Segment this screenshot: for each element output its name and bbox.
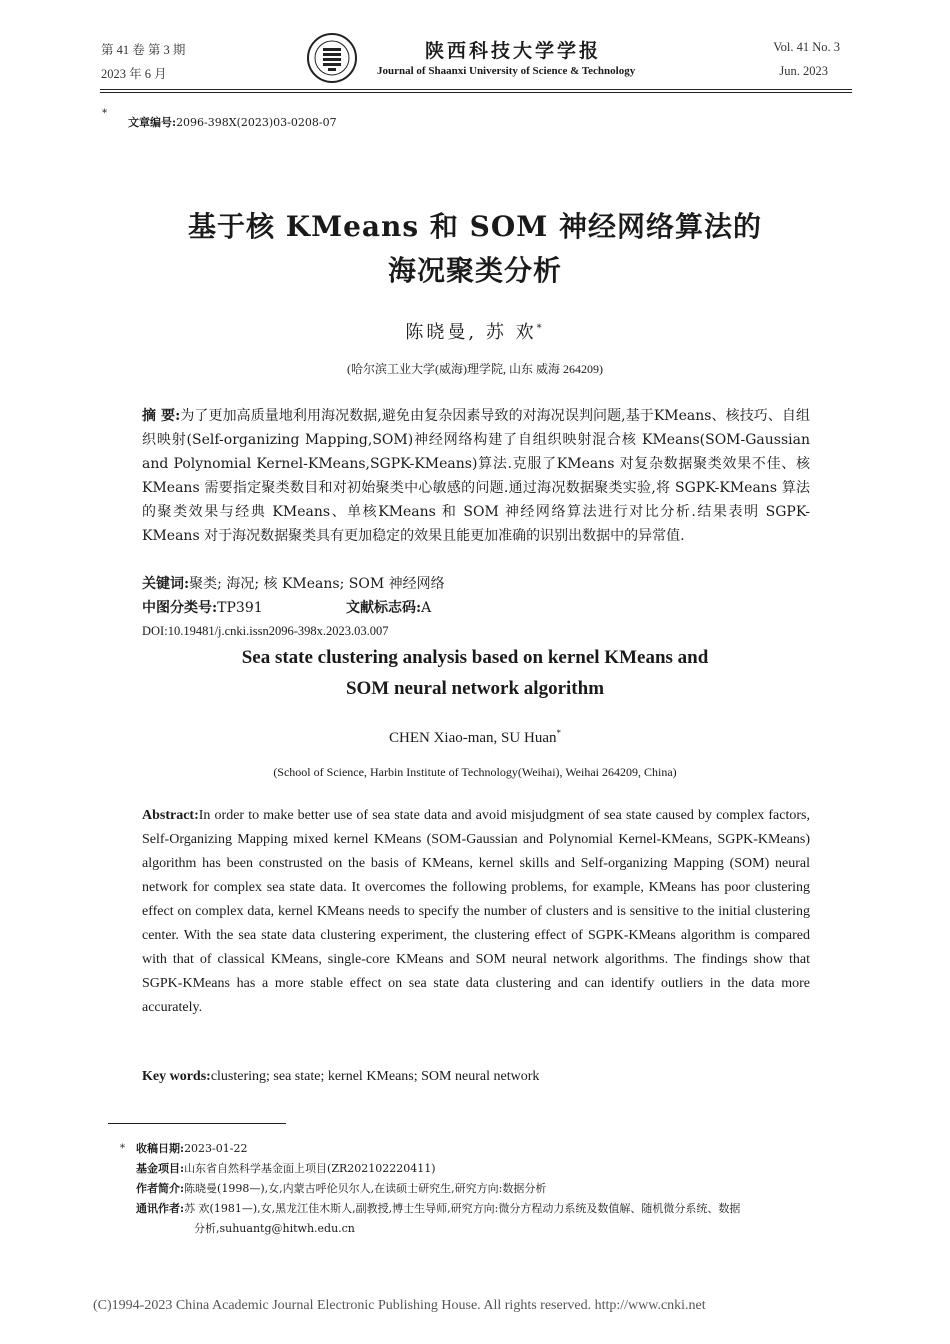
- document-code-label: 文献标志码:: [346, 600, 422, 616]
- keywords-en-value: clustering; sea state; kernel KMeans; SOM neural network: [210, 1069, 540, 1084]
- keywords-cn-label: 关键词:: [142, 576, 190, 592]
- keywords-cn: [142, 573, 445, 593]
- abstract-en-label: Abstract:: [142, 808, 199, 823]
- author-bio-label: 作者简介:: [136, 1182, 185, 1195]
- keywords-cn-value: 聚类; 海况; 核 KMeans; SOM 神经网络: [189, 576, 445, 592]
- clc-value: TP391: [217, 600, 263, 616]
- author-bio-value: 陈晓曼(1998—),女,内蒙古呼伦贝尔人,在读硕士研究生,研究方向:数据分析: [184, 1182, 547, 1195]
- authors-cn-names: 陈晓曼, 苏 欢: [405, 322, 537, 343]
- abstract-cn-text: 为了更加高质量地利用海况数据,避免由复杂因素导致的对海况误判问题,基于KMeans、核技巧、自组织映射(Self-organizing Mapping,SOM)神经网络构建了自组织映射混合核 KMeans(SOM-Gaussian and Polynomial Kernel-KMeans,SGPK-KMeans)算法.克服了KMeans 对复杂数据聚类效果不佳、核 KMeans 需要指定聚类数目和对初始聚类中心敏感的问题.通过海况数据聚类实验,将 SGPK-KMeans 算法的聚类效果与经典 KMeans、单核KMeans 和 SOM 神经网络算法进行对比分析.结果表明 SGPK-KMeans 对于海况数据聚类具有更加稳定的效果且能更加准确的识别出数据中的异常值.: [142, 408, 810, 544]
- authors-cn-mark: *: [536, 323, 545, 334]
- authors-en-mark: *: [556, 728, 561, 738]
- fund-value: 山东省自然科学基金面上项目(ZR202102220411): [184, 1162, 436, 1175]
- corresponding-value: 苏 欢(1981—),女,黑龙江佳木斯人,副教授,博士生导师,研究方向:微分方程动力系统及数值解、随机微分系统、数据: [184, 1202, 741, 1215]
- article-number-label: 文章编号:: [128, 116, 177, 129]
- doi: DOI:10.19481/j.cnki.issn2096-398x.2023.03.007: [142, 624, 389, 638]
- affiliation-en: (School of Science, Harbin Institute of Technology(Weihai), Weihai 264209, China): [273, 765, 677, 779]
- title-cn-line-1: 基于核 KMeans 和 SOM 神经网络算法的: [187, 210, 762, 243]
- header-rule-bottom: [100, 92, 852, 93]
- abstract-en: [142, 804, 810, 1020]
- authors-cn: [100, 318, 850, 344]
- authors-en: [100, 728, 850, 747]
- footnote-fund: [136, 1159, 436, 1179]
- authors-en-names: CHEN Xiao-man, SU Huan: [389, 730, 557, 746]
- fund-label: 基金项目:: [136, 1162, 185, 1175]
- corresponding-label: 通讯作者:: [136, 1202, 185, 1215]
- header-rule-top: [100, 89, 852, 90]
- received-label: 收稿日期:: [136, 1142, 185, 1155]
- clc-label: 中图分类号:: [142, 600, 218, 616]
- footnote-corresponding-cont: 分析,suhuantg@hitwh.edu.cn: [194, 1222, 355, 1235]
- title-en-line-1: Sea state clustering analysis based on kernel KMeans and: [241, 647, 709, 668]
- university-seal-icon: [306, 32, 358, 84]
- footnote-divider: [108, 1123, 286, 1124]
- footnote-author-bio: [136, 1179, 546, 1199]
- footnote-corresponding: [136, 1199, 740, 1219]
- abstract-cn: [142, 404, 810, 548]
- abstract-cn-label: 摘 要:: [142, 408, 181, 424]
- abstract-en-text: In order to make better use of sea state data and avoid misjudgment of sea state caused by complex factors, Self-Organizing Mapping mixed kernel KMeans (SOM-Gaussian and Polynomial Kernel-KMeans, SGPK-KMeans) algorithm has been construsted on the basis of KMeans, kernel skills and Self-organizing Mapping (SOM) neural network for complex sea state data. It overcomes the following problems, for example, KMeans has poor clustering effect on complex data, kernel KMeans needs to specify the number of clusters and is sensitive to the initial clustering center. With the sea state data clustering experiment, the clustering effect of SGPK-KMeans algorithm is compared with that of classical KMeans, single-core KMeans and SOM neural network algorithms. The findings show that SGPK-KMeans has a more stable effect on sea state data clustering and can identify outliers in the data more accurately.: [142, 808, 810, 1015]
- article-number-star: *: [102, 108, 107, 119]
- clc-number: [142, 597, 263, 617]
- date-cn: 2023 年 6 月: [101, 67, 167, 81]
- received-value: 2023-01-22: [184, 1142, 248, 1155]
- article-number: [128, 114, 337, 130]
- keywords-en-label: Key words:: [142, 1069, 211, 1084]
- footnote-star: *: [120, 1143, 125, 1154]
- footnote-received: [136, 1139, 247, 1159]
- title-cn: [100, 205, 850, 293]
- date-en: Jun. 2023: [779, 64, 828, 78]
- volume-issue-en: Vol. 41 No. 3: [773, 40, 840, 54]
- title-en: [100, 642, 850, 704]
- journal-title-cn: 陕西科技大学学报: [425, 40, 602, 62]
- affiliation-cn: (哈尔滨工业大学(威海)理学院, 山东 威海 264209): [347, 362, 603, 376]
- copyright-notice: (C)1994-2023 China Academic Journal Electronic Publishing House. All rights reserved. http://www.cnki.net: [93, 1298, 706, 1313]
- title-cn-line-2: 海况聚类分析: [387, 254, 562, 287]
- journal-title-en: Journal of Shaanxi University of Science & Technology: [377, 65, 636, 77]
- document-code-value: A: [421, 600, 432, 616]
- volume-issue-cn: 第 41 卷 第 3 期: [101, 43, 186, 57]
- keywords-en: [142, 1069, 539, 1085]
- article-number-value: 2096-398X(2023)03-0208-07: [176, 116, 337, 129]
- title-en-line-2: SOM neural network algorithm: [345, 678, 605, 699]
- document-code: [346, 597, 431, 617]
